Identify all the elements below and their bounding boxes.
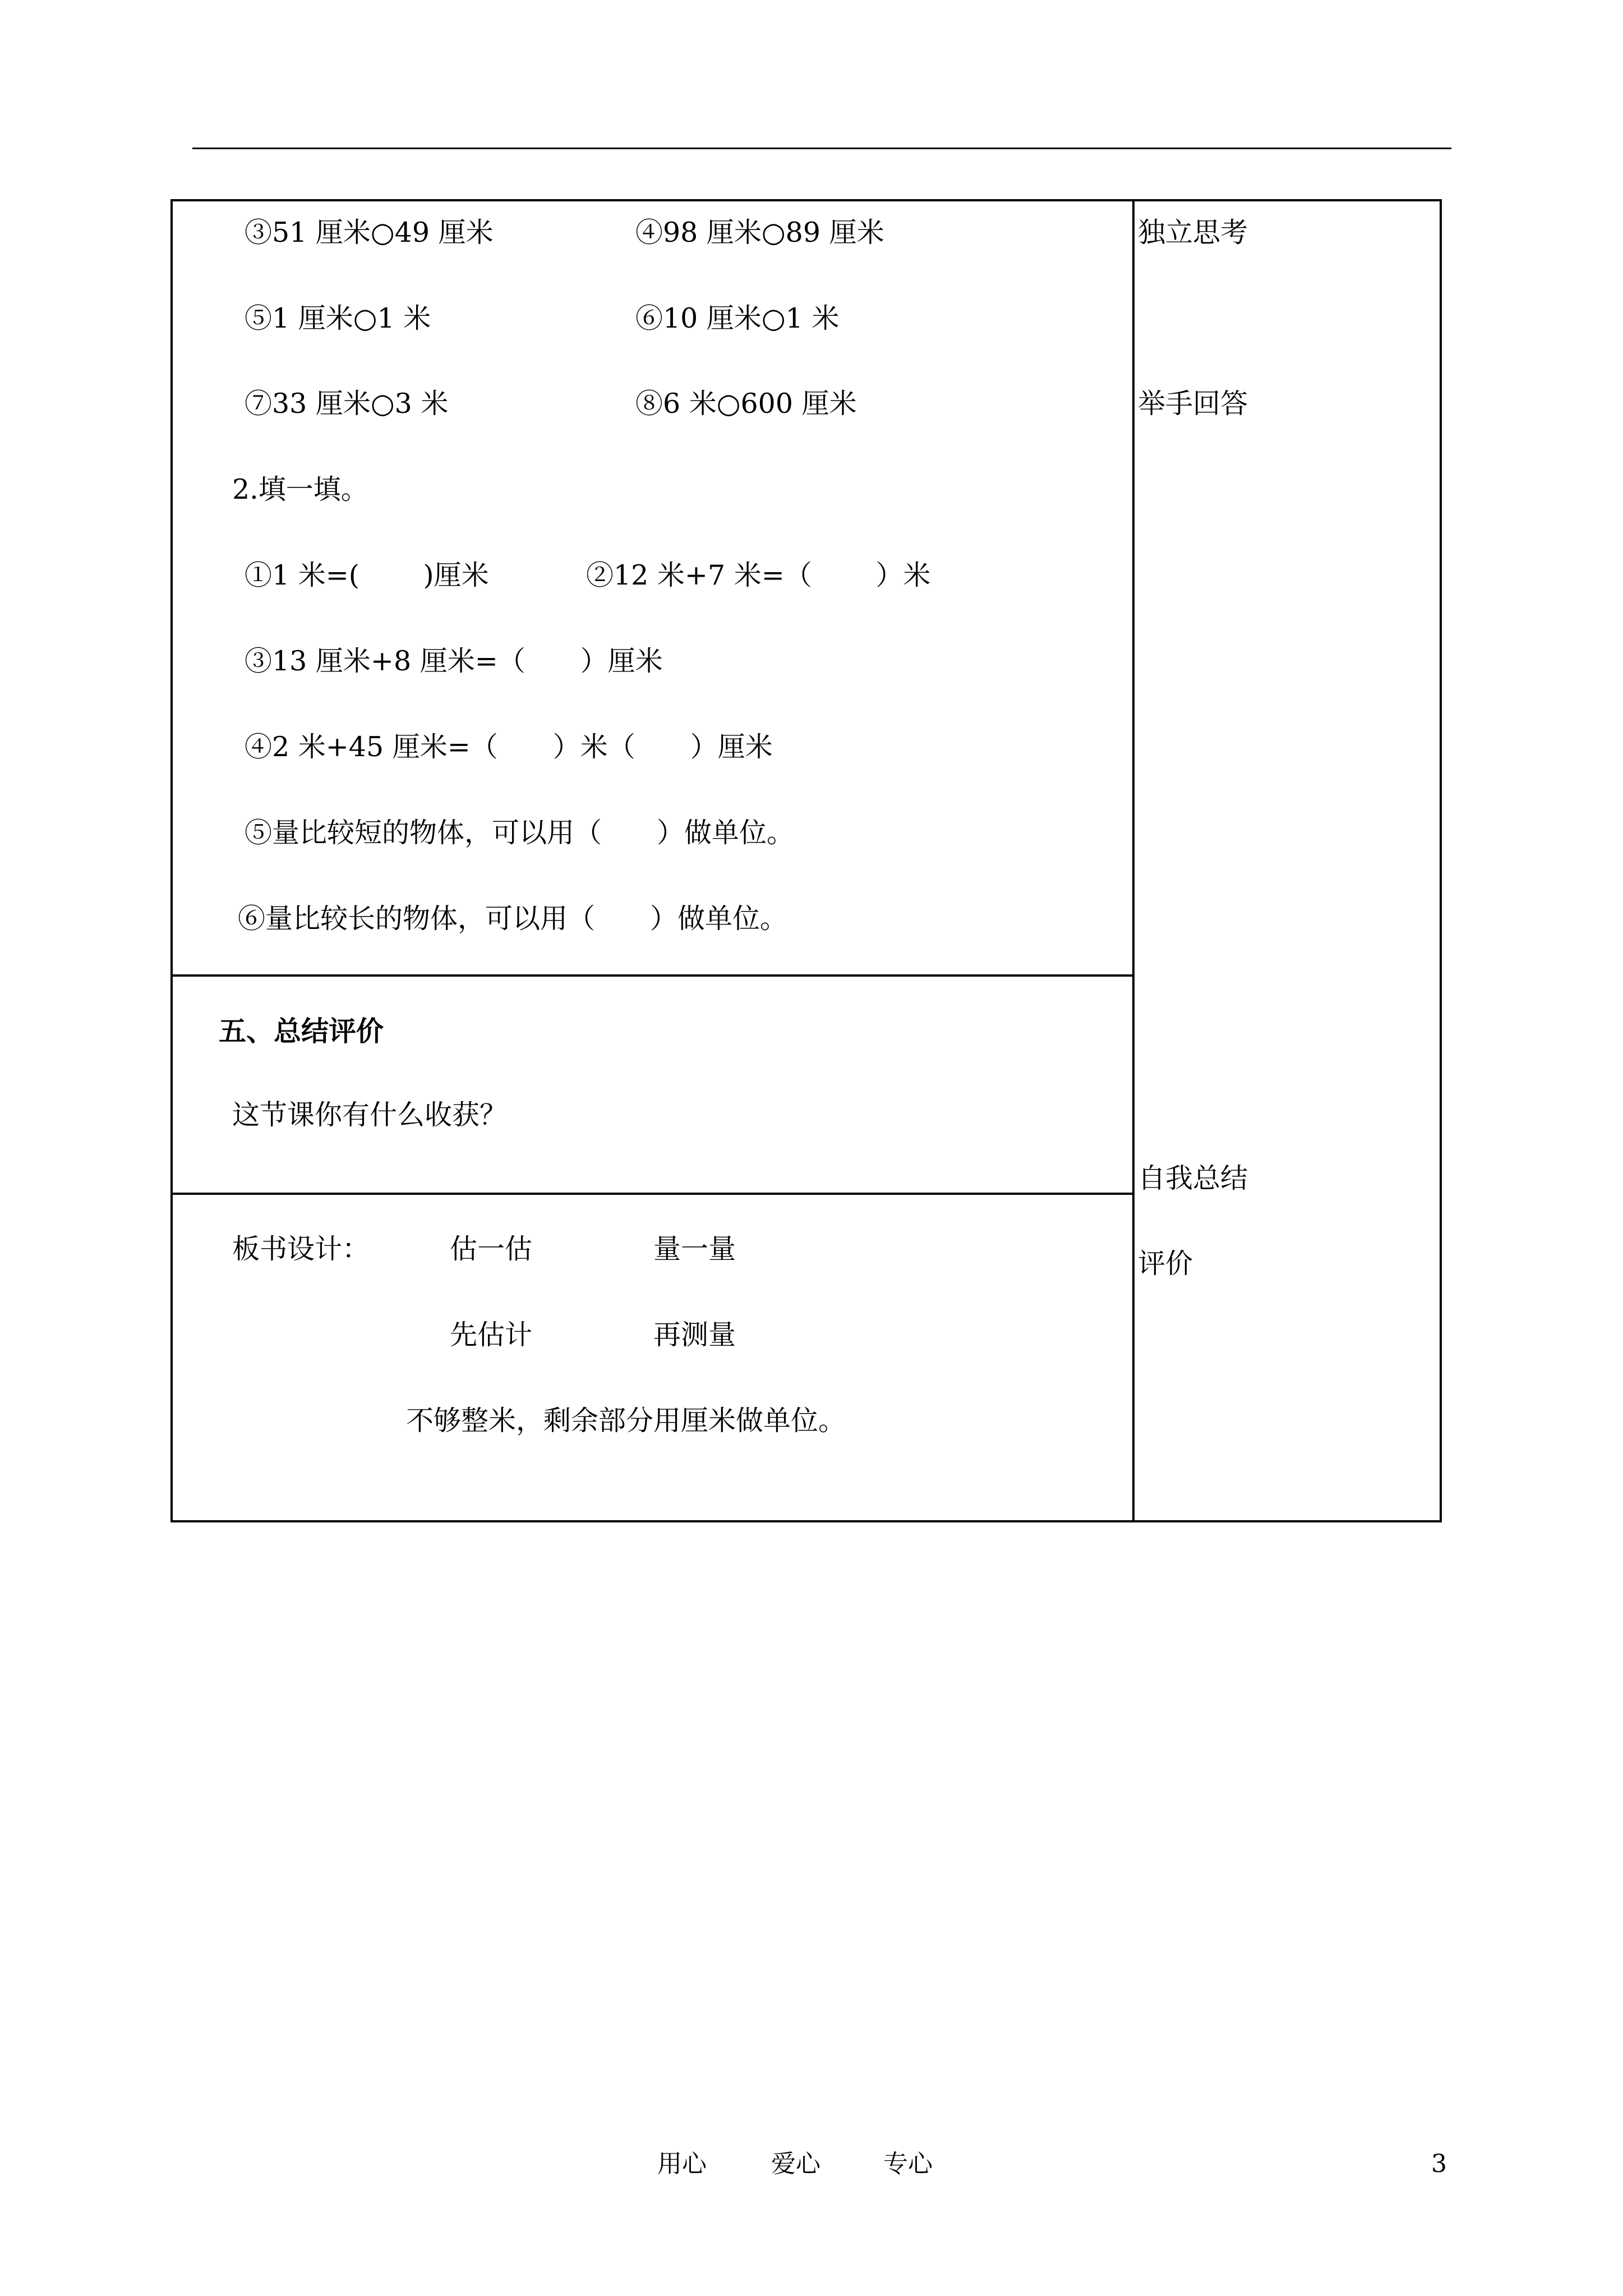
- fill-item-1: ①1 米=( )厘米: [245, 559, 489, 591]
- compare-item-4: ④98 厘米○89 厘米: [635, 217, 884, 249]
- page-number: 3: [1431, 2150, 1447, 2178]
- fill-heading: 2.填一填。: [232, 473, 368, 505]
- compare-item-3: ③51 厘米○49 厘米: [245, 217, 494, 249]
- fill-item-2: ②12 米+7 米=（ ）米: [586, 559, 931, 591]
- footer-motto-2: 爱心: [771, 2150, 820, 2178]
- fill-item-5: ⑤量比较短的物体，可以用（ ）做单位。: [245, 817, 795, 849]
- note-answer: 举手回答: [1138, 388, 1248, 420]
- summary-heading: 五、总结评价: [219, 1015, 384, 1047]
- row-divider-summary: [170, 974, 1133, 977]
- board-then-measure: 再测量: [653, 1319, 736, 1351]
- board-estimate: 估一估: [450, 1233, 533, 1265]
- board-estimate-first: 先估计: [450, 1319, 533, 1351]
- footer-motto-3: 专心: [883, 2150, 933, 2178]
- footer-motto-1: 用心: [657, 2150, 707, 2178]
- header-rule: [192, 148, 1451, 149]
- fill-item-3: ③13 厘米+8 厘米=（ ）厘米: [245, 645, 663, 677]
- compare-item-6: ⑥10 厘米○1 米: [635, 302, 840, 334]
- compare-item-5: ⑤1 厘米○1 米: [245, 302, 431, 334]
- compare-item-8: ⑧6 米○600 厘米: [635, 388, 857, 420]
- row-divider-board: [170, 1193, 1133, 1195]
- summary-question: 这节课你有什么收获？: [232, 1099, 508, 1131]
- compare-item-7: ⑦33 厘米○3 米: [245, 388, 449, 420]
- column-divider: [1132, 199, 1135, 1522]
- board-label: 板书设计：: [232, 1233, 370, 1265]
- note-self-summary: 自我总结: [1138, 1162, 1248, 1194]
- fill-item-4: ④2 米+45 厘米=（ ）米（ ）厘米: [245, 731, 773, 763]
- board-measure: 量一量: [653, 1233, 736, 1265]
- board-rule: 不够整米，剩余部分用厘米做单位。: [406, 1405, 846, 1437]
- fill-item-6: ⑥量比较长的物体，可以用（ ）做单位。: [238, 903, 788, 935]
- note-evaluate: 评价: [1138, 1248, 1193, 1280]
- note-think: 独立思考: [1138, 217, 1248, 249]
